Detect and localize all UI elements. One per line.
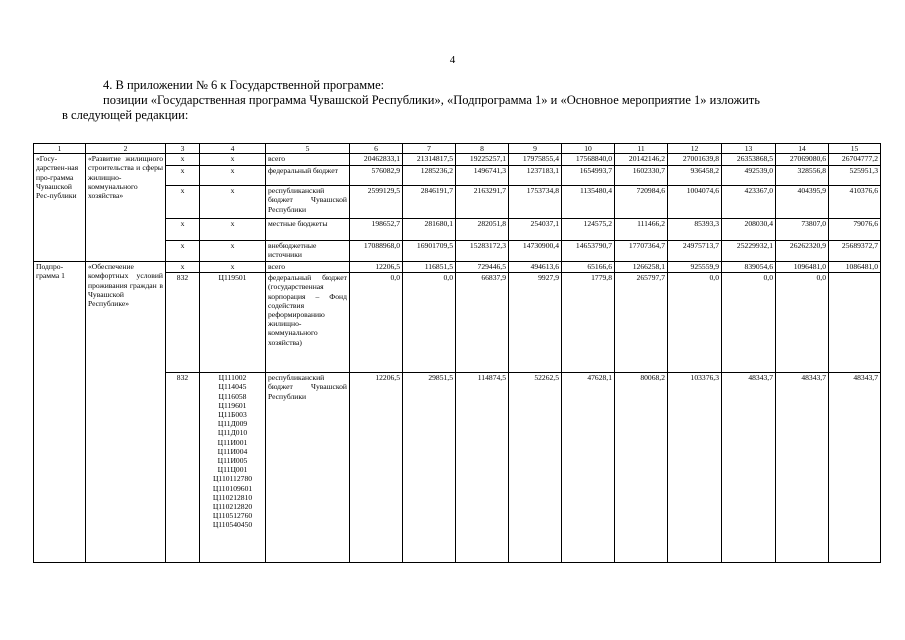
value-2015: 21314817,5 [403,154,456,166]
budget-codes [200,373,266,563]
budget-code: х [200,241,266,262]
header-cell-4: 4 [200,144,266,154]
budget-code: Ц11И001 [217,437,248,447]
header-cell-8: 8 [456,144,509,154]
value-2014: 0,0 [350,273,403,373]
value-2014: 576082,9 [350,166,403,186]
value-2019: 20142146,2 [615,154,668,166]
value-2016: 114874,5 [456,373,509,563]
table-header-row [34,144,881,154]
program-name: «Развитие жилищного строительства и сферы жилищно-коммунального хозяйства» [86,154,166,262]
value-2019: 1266258,1 [615,262,668,273]
value-2014: 2599129,5 [350,186,403,219]
responsible-code: х [166,154,200,166]
funding-source: республиканский бюджет Чувашской Республики [266,373,350,563]
funding-source: всего [266,262,350,273]
budget-code: Ц11И004 [217,446,248,456]
header-cell-15: 15 [829,144,881,154]
value-2020: 0,0 [668,273,722,373]
value-2014: 17088968,0 [350,241,403,262]
value-2018: 47628,1 [562,373,615,563]
budget-code: х [200,154,266,166]
budget-code: Ц110212820 [212,502,253,512]
budget-code: Ц11Д009 [217,419,248,429]
value-2020: 103376,3 [668,373,722,563]
value-2018: 1779,8 [562,273,615,373]
value-2018: 1654993,7 [562,166,615,186]
header-cell-2: 2 [86,144,166,154]
value-2020: 24975713,7 [668,241,722,262]
funding-source: республиканский бюджет Чувашской Республики [266,186,350,219]
value-2017: 9927,9 [509,273,562,373]
value-2017: 254037,1 [509,219,562,241]
funding-source: федеральный бюджет [266,166,350,186]
value-2023: 410376,6 [829,186,881,219]
value-2015: 29851,5 [403,373,456,563]
value-2021: 839054,6 [722,262,776,273]
value-2020: 1004074,6 [668,186,722,219]
responsible-code: 832 [166,273,200,373]
budget-code: Ц110540450 [212,520,253,530]
value-2016: 19225257,1 [456,154,509,166]
value-2016: 15283172,3 [456,241,509,262]
funding-source: федеральный бюджет (государственная корпорация – Фонд содействия реформированию жилищно-коммунального хозяйства) [266,273,350,373]
intro-line-3: в следующей редакции: [62,108,189,122]
budget-code: х [200,262,266,273]
value-2015: 16901709,5 [403,241,456,262]
value-2018: 17568840,0 [562,154,615,166]
budget-code: х [200,219,266,241]
value-2021: 423367,0 [722,186,776,219]
budget-code: Ц116058 [218,391,247,401]
budget-code: Ц111002 [218,373,247,383]
value-2020: 936458,2 [668,166,722,186]
value-2015: 1285236,2 [403,166,456,186]
header-cell-3: 3 [166,144,200,154]
value-2022: 73807,0 [776,219,829,241]
value-2014: 198652,7 [350,219,403,241]
value-2020: 27001639,8 [668,154,722,166]
value-2017: 17975855,4 [509,154,562,166]
value-2023: 48343,7 [829,373,881,563]
value-2021: 26353868,5 [722,154,776,166]
value-2016: 66837,9 [456,273,509,373]
value-2023: 525951,3 [829,166,881,186]
value-2022: 27069080,6 [776,154,829,166]
value-2023: 25689372,7 [829,241,881,262]
value-2019: 1602330,7 [615,166,668,186]
funding-source: внебюджетные источники [266,241,350,262]
subprogram-name: «Обеспечение комфортных условий проживания граждан в Чувашской Республике» [86,262,166,563]
header-cell-14: 14 [776,144,829,154]
value-2021: 25229932,1 [722,241,776,262]
budget-table [33,143,881,563]
value-2020: 925559,9 [668,262,722,273]
budget-code: Ц11И005 [217,456,248,466]
header-cell-5: 5 [266,144,350,154]
value-2023: 1086481,0 [829,262,881,273]
funding-source: местные бюджеты [266,219,350,241]
value-2019: 80068,2 [615,373,668,563]
value-2014: 12206,5 [350,373,403,563]
responsible-code: 832 [166,373,200,563]
value-2021: 0,0 [722,273,776,373]
value-2015: 281680,1 [403,219,456,241]
value-2015: 0,0 [403,273,456,373]
value-2022: 328556,8 [776,166,829,186]
budget-code: Ц110112780 [212,474,253,484]
value-2016: 282051,8 [456,219,509,241]
value-2016: 1496741,3 [456,166,509,186]
value-2018: 124575,2 [562,219,615,241]
budget-code: х [200,186,266,219]
value-2019: 111466,2 [615,219,668,241]
value-2022: 0,0 [776,273,829,373]
budget-code: Ц119601 [218,400,247,410]
responsible-code: х [166,219,200,241]
table-row [34,154,881,166]
value-2022: 48343,7 [776,373,829,563]
header-cell-9: 9 [509,144,562,154]
value-2022: 26262320,9 [776,241,829,262]
budget-code: х [200,166,266,186]
funding-source: всего [266,154,350,166]
value-2017: 1237183,1 [509,166,562,186]
value-2021: 492539,0 [722,166,776,186]
budget-code: Ц11Ц001 [217,465,248,475]
value-2022: 1096481,0 [776,262,829,273]
value-2017: 14730900,4 [509,241,562,262]
page-number: 4 [449,54,456,66]
value-2015: 2846191,7 [403,186,456,219]
program-status: «Госу-дарствен-ная про-грамма Чувашской Рес-публики [34,154,86,262]
value-2017: 494613,6 [509,262,562,273]
value-2019: 17707364,7 [615,241,668,262]
responsible-code: х [166,241,200,262]
value-2019: 265797,7 [615,273,668,373]
value-2018: 14653790,7 [562,241,615,262]
budget-code: Ц110109601 [212,483,253,493]
table-row [34,262,881,273]
header-cell-1: 1 [34,144,86,154]
value-2017: 52262,5 [509,373,562,563]
header-cell-7: 7 [403,144,456,154]
responsible-code: х [166,186,200,219]
header-cell-12: 12 [668,144,722,154]
budget-code: Ц114045 [218,382,247,392]
value-2020: 85393,3 [668,219,722,241]
value-2017: 1753734,8 [509,186,562,219]
value-2023: 26704777,2 [829,154,881,166]
value-2014: 20462833,1 [350,154,403,166]
header-cell-11: 11 [615,144,668,154]
value-2014: 12206,5 [350,262,403,273]
budget-code: Ц11Б003 [218,410,247,420]
value-2019: 720984,6 [615,186,668,219]
budget-code: Ц110512760 [212,511,253,521]
responsible-code: х [166,166,200,186]
intro-line-2: позиции «Государственная программа Чувашской Республики», «Подпрограмма 1» и «Основное мероприятие 1» изложить [103,93,760,107]
value-2016: 2163291,7 [456,186,509,219]
value-2018: 65166,6 [562,262,615,273]
budget-code: Ц119501 [200,273,266,373]
value-2021: 48343,7 [722,373,776,563]
value-2018: 1135480,4 [562,186,615,219]
value-2021: 208030,4 [722,219,776,241]
header-cell-6: 6 [350,144,403,154]
subprogram-status: Подпро-грамма 1 [34,262,86,563]
responsible-code: х [166,262,200,273]
budget-code: Ц110212810 [212,492,253,502]
intro-line-1: 4. В приложении № 6 к Государственной программе: [103,78,385,92]
value-2023: 79076,6 [829,219,881,241]
header-cell-13: 13 [722,144,776,154]
value-2022: 404395,9 [776,186,829,219]
budget-code: Ц11Д010 [217,428,248,438]
value-2016: 729446,5 [456,262,509,273]
value-2015: 116851,5 [403,262,456,273]
value-2023 [829,273,881,373]
header-cell-10: 10 [562,144,615,154]
